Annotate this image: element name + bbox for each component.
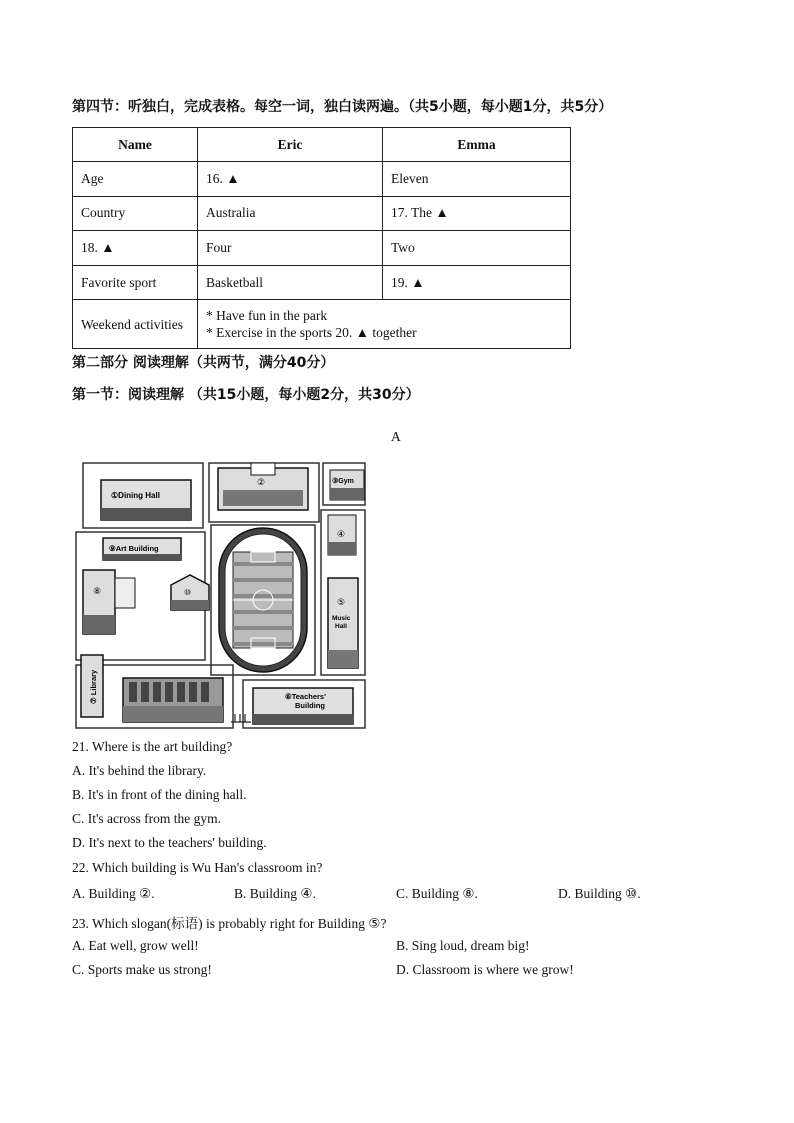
q21-option-b: B. It's in front of the dining hall. <box>72 787 247 802</box>
q21-option-d: D. It's next to the teachers' building. <box>72 835 267 850</box>
header-emma: Emma <box>383 128 571 162</box>
table-cell: Weekend activities <box>73 300 198 349</box>
music-hall-label: Music <box>332 615 351 622</box>
building-5-label: ⑤ <box>337 598 346 608</box>
table-cell: 17. The ▲ <box>383 196 571 231</box>
gym-building <box>330 470 364 500</box>
table-row <box>73 162 571 197</box>
table-header-row <box>73 128 571 162</box>
q22-option-c: C. Building ⑧. <box>396 886 478 901</box>
music-hall-label-2: Hall <box>335 623 347 630</box>
q22-option-b: B. Building ④. <box>234 886 316 901</box>
table-cell: 16. ▲ <box>198 162 383 197</box>
table-row <box>73 265 571 300</box>
q23-option-c: C. Sports make us strong! <box>72 962 212 977</box>
header-eric: Eric <box>198 128 383 162</box>
library-label: ⑦ Library <box>89 669 98 704</box>
art-building-label: ⑨Art Building <box>109 544 159 553</box>
q21-option-a: A. It's behind the library. <box>72 763 207 778</box>
section1-heading: 第一节：阅读理解 （共15小题，每小题2分，共30分） <box>72 387 420 403</box>
part2-heading: 第二部分 阅读理解（共两节，满分40分） <box>72 355 335 371</box>
table-row <box>73 231 571 266</box>
table-cell: Country <box>73 196 198 231</box>
table-cell: Two <box>383 231 571 266</box>
q23-option-d: D. Classroom is where we grow! <box>396 962 574 977</box>
table-cell: Age <box>73 162 198 197</box>
q23-stem: 23. Which slogan(标语) is probably right for Building ⑤? <box>72 916 387 931</box>
header-name: Name <box>73 128 198 162</box>
q23-option-b: B. Sing loud, dream big! <box>396 938 530 953</box>
table-cell: Basketball <box>198 265 383 300</box>
q22-option-d: D. Building ⑩. <box>558 886 641 901</box>
sports-field <box>219 528 307 672</box>
weekend-activities-cell <box>198 300 571 349</box>
school-map <box>73 460 366 732</box>
building-2 <box>218 463 308 510</box>
table-cell: Australia <box>198 196 383 231</box>
teachers-building-label: ⑥Teachers' <box>285 692 326 701</box>
q21-stem: 21. Where is the art building? <box>72 739 233 754</box>
weekend-line-1: * Have fun in the park <box>206 308 328 324</box>
dining-hall-building <box>101 480 191 520</box>
building-8-label: ⑧ <box>93 587 102 597</box>
music-hall-building <box>328 578 358 668</box>
passage-label: A <box>391 429 401 444</box>
dining-hall-label: ①Dining Hall <box>111 491 160 500</box>
q23-option-a: A. Eat well, grow well! <box>72 938 199 953</box>
gym-label: ③Gym <box>332 478 354 485</box>
section4-heading: 第四节：听独白，完成表格。每空一词，独白读两遍。（共5小题，每小题1分，共5分） <box>72 99 613 115</box>
q21-option-c: C. It's across from the gym. <box>72 811 222 826</box>
table-cell: Eleven <box>383 162 571 197</box>
art-building <box>103 538 181 560</box>
building-4-label: ④ <box>337 530 346 540</box>
building-10-label: ⑩ <box>184 588 192 597</box>
table-cell: Four <box>198 231 383 266</box>
table-cell: Favorite sport <box>73 265 198 300</box>
table-cell: 19. ▲ <box>383 265 571 300</box>
weekend-line-2: * Exercise in the sports 20. ▲ together <box>206 325 417 341</box>
building-2-label: ② <box>257 478 266 488</box>
teachers-building-label-2: Building <box>295 701 325 710</box>
building-4 <box>328 515 356 555</box>
q22-stem: 22. Which building is Wu Han's classroom in? <box>72 860 323 875</box>
listening-table <box>72 127 571 349</box>
table-cell: 18. ▲ <box>73 231 198 266</box>
table-row <box>73 196 571 231</box>
teachers-building <box>253 688 353 724</box>
q22-option-a: A. Building ②. <box>72 886 155 901</box>
table-row <box>73 300 571 349</box>
